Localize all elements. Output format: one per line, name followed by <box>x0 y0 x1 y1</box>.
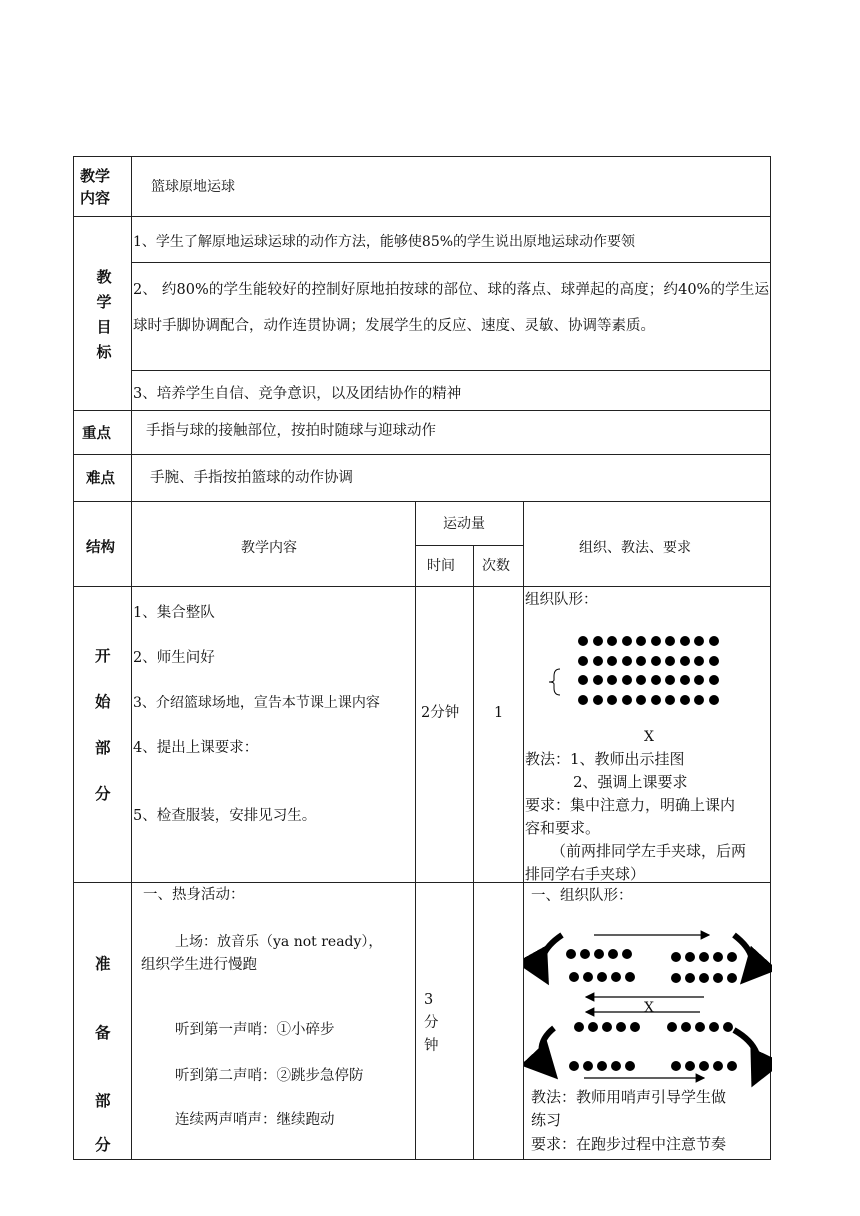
student-dot <box>611 1061 621 1071</box>
student-dot <box>713 952 723 962</box>
student-dot <box>671 952 681 962</box>
student-dot <box>569 972 579 982</box>
difficulty-label: 难点 <box>86 471 115 487</box>
prep-req: 要求：在跑步过程中注意节奏 <box>531 1135 727 1153</box>
prep-method-2: 练习 <box>531 1111 562 1129</box>
goal-item-3: 3、培养学生自信、竞争意识，以及团结协作的精神 <box>133 386 462 402</box>
student-dot <box>727 952 737 962</box>
student-dot <box>607 675 617 685</box>
student-dot <box>616 1022 626 1032</box>
student-dot <box>607 695 617 705</box>
student-dot <box>574 1022 584 1032</box>
student-dot <box>594 949 604 959</box>
start-item-2: 2、师生问好 <box>133 650 215 666</box>
key-point-label: 重点 <box>82 426 111 442</box>
student-dot <box>671 973 681 983</box>
student-dot <box>622 656 632 666</box>
student-dot <box>636 695 646 705</box>
student-dot <box>593 695 603 705</box>
student-dot <box>695 1022 705 1032</box>
student-dot <box>630 1022 640 1032</box>
student-dot <box>665 636 675 646</box>
start-item-4: 4、提出上课要求： <box>133 740 259 756</box>
student-dot <box>694 695 704 705</box>
student-dot <box>665 656 675 666</box>
key-point-value: 手指与球的接触部位，按拍时随球与迎球动作 <box>146 423 436 439</box>
prep-label-3: 部 <box>95 1092 111 1110</box>
student-dot <box>651 695 661 705</box>
student-dot <box>636 656 646 666</box>
student-dot <box>636 636 646 646</box>
start-label-2: 始 <box>95 693 111 711</box>
student-dot <box>667 1022 677 1032</box>
prep-time-2: 分 <box>424 1015 439 1031</box>
student-dot <box>622 675 632 685</box>
student-dot <box>699 952 709 962</box>
student-dot <box>569 1061 579 1071</box>
student-dot <box>680 636 690 646</box>
start-teacher-mark: X <box>644 729 654 745</box>
student-dot <box>602 1022 612 1032</box>
student-dot <box>709 1022 719 1032</box>
student-dot <box>665 695 675 705</box>
prep-method-1: 教法：教师用哨声引导学生做 <box>531 1088 727 1106</box>
start-note-2: 排同学右手夹球） <box>525 865 646 883</box>
student-dot <box>608 949 618 959</box>
student-dot <box>709 656 719 666</box>
student-dot <box>578 656 588 666</box>
prep-line-1b: 组织学生进行慢跑 <box>141 957 257 973</box>
student-dot <box>593 636 603 646</box>
start-note-1: （前两排同学左手夹球，后两 <box>551 842 747 860</box>
start-method-2: 2、强调上课要求 <box>573 773 688 791</box>
prep-line-1a: 上场：放音乐（ya not ready）， <box>175 934 383 950</box>
prep-warmup: 一、热身活动： <box>143 887 245 903</box>
prep-label-4: 分 <box>95 1136 111 1154</box>
start-count: 1 <box>494 705 504 721</box>
student-dot <box>580 949 590 959</box>
brace-icon <box>548 668 562 696</box>
header-method: 组织、教法、要求 <box>579 540 691 556</box>
student-dot <box>651 636 661 646</box>
student-dot <box>709 695 719 705</box>
prep-line-2: 听到第一声哨：①小碎步 <box>175 1022 335 1038</box>
student-dot <box>699 973 709 983</box>
student-dot <box>578 675 588 685</box>
prep-time-3: 钟 <box>424 1038 439 1054</box>
student-dot <box>622 949 632 959</box>
student-dot <box>685 973 695 983</box>
header-time: 时间 <box>427 558 455 574</box>
goal-item-1: 1、学生了解原地运球运球的动作方法，能够使85%的学生说出原地运球动作要领 <box>133 234 636 250</box>
content-value: 篮球原地运球 <box>151 179 235 195</box>
student-dot <box>651 675 661 685</box>
student-dot <box>588 1022 598 1032</box>
start-label-1: 开 <box>95 647 111 665</box>
student-dot <box>593 675 603 685</box>
student-dot <box>583 1061 593 1071</box>
student-dot <box>694 675 704 685</box>
student-dot <box>727 1061 737 1071</box>
student-dot <box>665 675 675 685</box>
start-label-3: 部 <box>95 739 111 757</box>
student-dot <box>680 675 690 685</box>
prep-label-1: 准 <box>95 955 111 973</box>
student-dot <box>651 656 661 666</box>
start-org-title: 组织队形： <box>525 592 598 608</box>
start-req-2: 容和要求。 <box>525 819 601 837</box>
start-method-1: 教法：1、教师出示挂图 <box>525 750 685 768</box>
student-dot <box>680 695 690 705</box>
student-dot <box>597 1061 607 1071</box>
student-dot <box>709 675 719 685</box>
start-item-3: 3、介绍篮球场地，宣告本节课上课内容 <box>133 695 380 711</box>
student-dot <box>694 636 704 646</box>
student-dot <box>597 972 607 982</box>
start-item-1: 1、集合整队 <box>133 605 215 621</box>
student-dot <box>611 972 621 982</box>
student-dot <box>671 1061 681 1071</box>
goal-item-2: 2、 约80%的学生能较好的控制好原地拍按球的部位、球的落点、球弹起的高度；约40%的学生运球时手脚协调配合，动作连贯协调；发展学生的反应、速度、灵敏、协调等素质。 <box>133 282 769 334</box>
prep-line-4: 连续两声哨声：继续跑动 <box>175 1112 335 1128</box>
header-content: 教学内容 <box>241 540 297 556</box>
student-dot <box>681 1022 691 1032</box>
student-dot <box>566 949 576 959</box>
student-dot <box>625 1061 635 1071</box>
student-dot <box>578 636 588 646</box>
start-item-5: 5、检查服装，安排见习生。 <box>133 808 317 824</box>
prep-teacher-mark: X <box>644 1000 654 1016</box>
start-time: 2分钟 <box>421 705 460 721</box>
student-dot <box>685 1061 695 1071</box>
prep-line-3: 听到第二声哨：②跳步急停防 <box>175 1068 364 1084</box>
student-dot <box>578 695 588 705</box>
student-dot <box>593 656 603 666</box>
header-structure: 结构 <box>86 540 115 556</box>
header-count: 次数 <box>482 558 510 574</box>
student-dot <box>694 656 704 666</box>
student-dot <box>723 1022 733 1032</box>
prep-time-1: 3 <box>424 992 434 1008</box>
student-dot <box>680 656 690 666</box>
difficulty-value: 手腕、手指按拍篮球的动作协调 <box>150 470 353 486</box>
content-label: 教学内容 <box>80 167 111 207</box>
prep-label-2: 备 <box>95 1024 111 1042</box>
start-label-4: 分 <box>95 785 111 803</box>
student-dot <box>709 636 719 646</box>
start-req-1: 要求：集中注意力，明确上课内 <box>525 796 736 814</box>
student-dot <box>713 1061 723 1071</box>
student-dot <box>713 973 723 983</box>
student-dot <box>607 636 617 646</box>
student-dot <box>699 1061 709 1071</box>
student-dot <box>685 952 695 962</box>
header-load: 运动量 <box>443 516 485 532</box>
prep-org-title: 一、组织队形： <box>531 888 633 904</box>
student-dot <box>636 675 646 685</box>
student-dot <box>625 972 635 982</box>
goals-label: 教 学 目 标 <box>96 268 112 361</box>
student-dot <box>727 973 737 983</box>
student-dot <box>583 972 593 982</box>
student-dot <box>622 636 632 646</box>
student-dot <box>622 695 632 705</box>
student-dot <box>607 656 617 666</box>
